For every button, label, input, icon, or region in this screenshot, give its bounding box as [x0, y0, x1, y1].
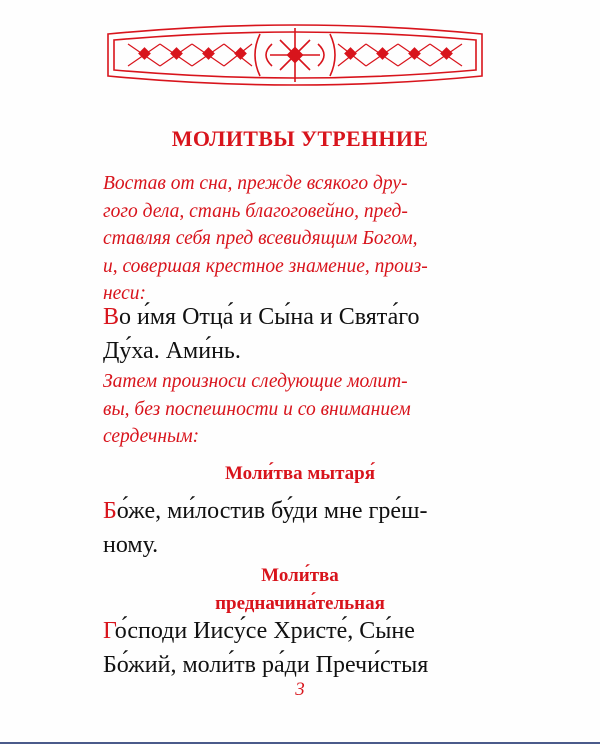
- invocation-text: [103, 300, 483, 368]
- rubric-line: неси:: [103, 283, 146, 304]
- prayer-line: Бо́жий, моли́тв ра́ди Пречи́стыя: [103, 652, 429, 678]
- knotwork-header-ornament-icon: [100, 14, 490, 96]
- heading-line: предначина́тельная: [215, 593, 385, 614]
- heading-line: Моли́тва: [261, 565, 339, 586]
- prayer-line: [103, 614, 483, 648]
- red-initial: Б: [103, 498, 117, 524]
- publican-prayer-heading: [0, 460, 600, 488]
- prayer-line-text: о и́мя Отца́ и Сы́на и Свята́го: [119, 304, 420, 330]
- second-rubric: [103, 368, 483, 451]
- red-initial: В: [103, 304, 120, 330]
- prayer-line-text: о́споди Иису́се Христе́, Сы́не: [114, 618, 415, 644]
- rubric-line: Затем произноси следующие молит-: [103, 371, 408, 392]
- rubric-line: Востав от сна, прежде всякого дру-: [103, 173, 408, 194]
- heading-line: Моли́тва мытаря́: [224, 463, 376, 484]
- page-number: 3: [295, 679, 305, 700]
- rubric-line: гого дела, стань благоговейно, пред-: [103, 200, 408, 222]
- publican-prayer-text: [103, 494, 483, 562]
- prayer-line: [103, 494, 483, 528]
- intro-rubric: [103, 170, 483, 308]
- rubric-line: вы, без поспешности и со вниманием: [103, 398, 411, 420]
- prayer-line-text: о́же, ми́лостив бу́ди мне гре́ш-: [116, 498, 428, 524]
- rubric-line: ставляя себя пред всевидящим Богом,: [103, 228, 418, 249]
- initial-prayer-heading: [0, 562, 600, 618]
- prayer-line: [103, 300, 483, 334]
- page-title: МОЛИТВЫ УТРЕННИЕ: [171, 126, 429, 151]
- rubric-line: сердечным:: [103, 426, 200, 447]
- page-edge-divider: [0, 742, 600, 744]
- red-initial: Г: [103, 618, 115, 644]
- prayer-line: ному.: [103, 532, 159, 558]
- prayer-line: Ду́ха. Ами́нь.: [103, 338, 241, 364]
- rubric-line: и, совершая крестное знамение, произ-: [103, 255, 428, 277]
- initial-prayer-text: [103, 614, 483, 682]
